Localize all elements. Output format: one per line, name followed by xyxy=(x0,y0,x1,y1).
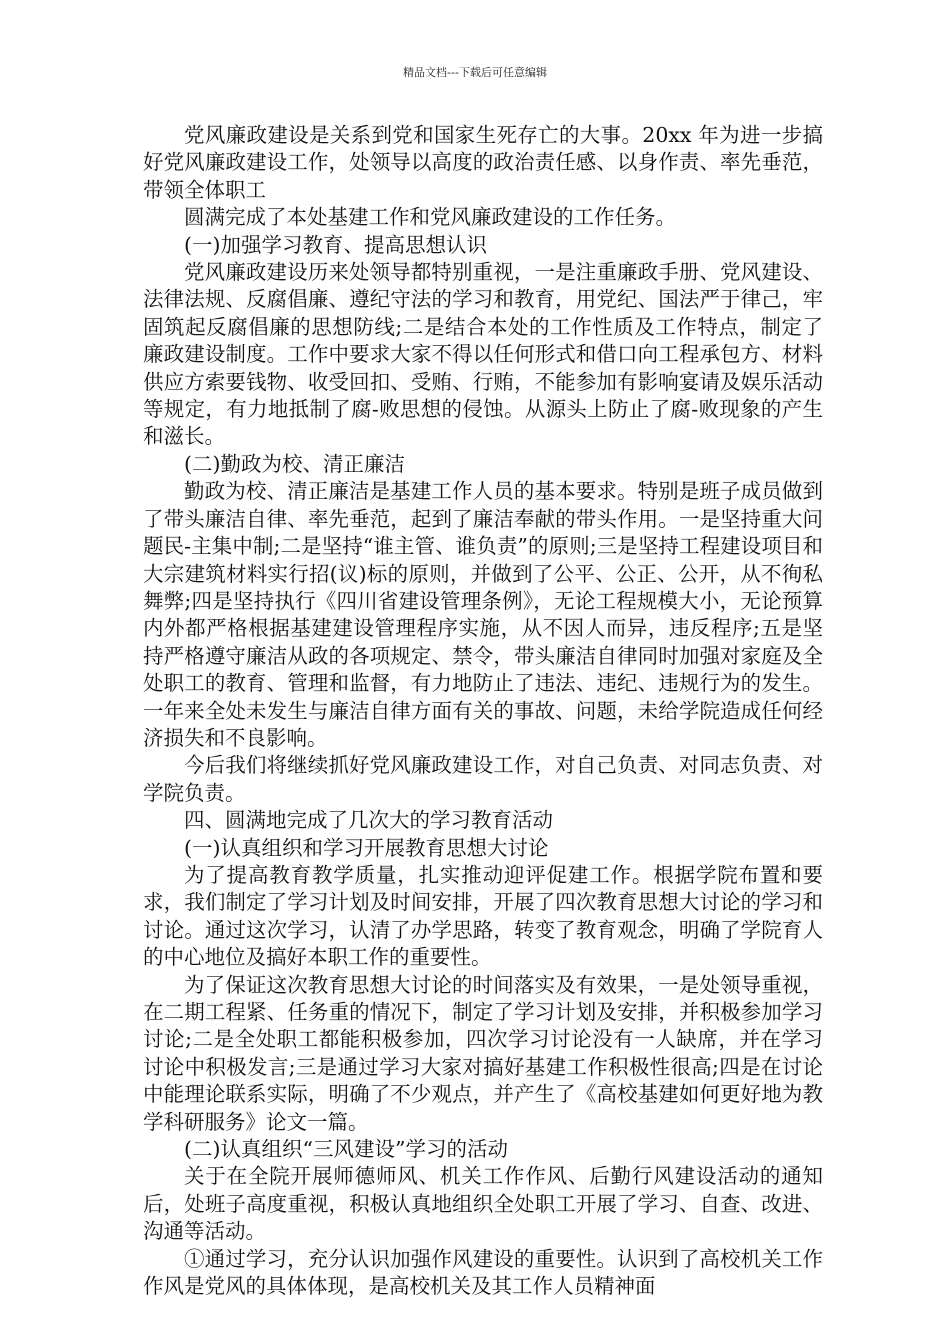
section-heading: (二)勤政为校、清正廉洁 xyxy=(184,451,405,476)
section-heading: (一)加强学习教育、提高思想认识 xyxy=(184,232,487,257)
section-heading: (一)认真组织和学习开展教育思想大讨论 xyxy=(184,835,549,860)
paragraph: 圆满完成了本处基建工作和党风廉政建设的工作任务。 xyxy=(184,205,676,230)
paragraph: 为了提高教育教学质量，扎实推动迎评促建工作。根据学院布置和要求，我们制定了学习计划及时间安排，开展了四次教育思想大讨论的学习和讨论。通过这次学习，认清了办学思路，转变了教育观念，明确了学院育人的中心地位及搞好本职工作的重要性。 xyxy=(143,862,823,970)
page-header: 精品文档---下载后可任意编辑 xyxy=(403,66,547,79)
paragraph: 党风廉政建设是关系到党和国家生死存亡的大事。20xx 年为进一步搞好党风廉政建设工作，处领导以高度的政治责任感、以身作责、率先垂范，带领全体职工 xyxy=(143,123,823,202)
paragraph: 关于在全院开展师德师风、机关工作作风、后勤行风建设活动的通知后，处班子高度重视，积极认真地组织全处职工开展了学习、自查、改进、沟通等活动。 xyxy=(143,1164,823,1244)
paragraph: 党风廉政建设历来处领导都特别重视，一是注重廉政手册、党风建设、法律法规、反腐倡廉、遵纪守法的学习和教育，用党纪、国法严于律己，牢固筑起反腐倡廉的思想防线;二是结合本处的工作性质及工作特点，制定了廉政建设制度。工作中要求大家不得以任何形式和借口向工程承包方、材料供应方索要钱物、收受回扣、受贿、行贿，不能参加有影响宴请及娱乐活动等规定，有力地抵制了腐-败思想的侵蚀。从源头上防止了腐-败现象的产生和滋长。 xyxy=(143,260,823,449)
paragraph: 勤政为校、清正廉洁是基建工作人员的基本要求。特别是班子成员做到了带头廉洁自律、率先垂范，起到了廉洁奉献的带头作用。一是坚持重大问题民-主集中制;二是坚持“谁主管、谁负责”的原则;三是坚持工程建设项目和大宗建筑材料实行招(议)标的原则，并做到了公平、公正、公开，从不徇私舞弊;四是坚持执行《四川省建设管理条例》，无论工程规模大小，无论预算内外都严格根据基建建设管理程序实施，从不因人而异，违反程序;五是坚持严格遵守廉洁从政的各项规定、禁令，带头廉洁自律同时加强对家庭及全处职工的教育、管理和监督，有力地防止了违法、违纪、违规行为的发生。一年来全处未发生与廉洁自律方面有关的事故、问题，未给学院造成任何经济损失和不良影响。 xyxy=(143,479,823,750)
paragraph: ①通过学习，充分认识加强作风建设的重要性。认识到了高校机关工作作风是党风的具体体现，是高校机关及其工作人员精神面 xyxy=(143,1246,823,1299)
section-heading: (二)认真组织“三风建设”学习的活动 xyxy=(184,1137,508,1162)
document-body xyxy=(143,122,823,1300)
paragraph: 今后我们将继续抓好党风廉政建设工作，对自己负责、对同志负责、对学院负责。 xyxy=(143,753,823,805)
section-heading: 四、圆满地完成了几次大的学习教育活动 xyxy=(184,808,553,833)
paragraph: 为了保证这次教育思想大讨论的时间落实及有效果，一是处领导重视，在二期工程紧、任务重的情况下，制定了学习计划及安排，并积极参加学习讨论;二是全处职工都能积极参加，四次学习讨论没有一人缺席，并在学习讨论中积极发言;三是通过学习大家对搞好基建工作积极性很高;四是在讨论中能理论联系实际，明确了不少观点，并产生了《高校基建如何更好地为教学科研服务》论文一篇。 xyxy=(143,972,823,1134)
